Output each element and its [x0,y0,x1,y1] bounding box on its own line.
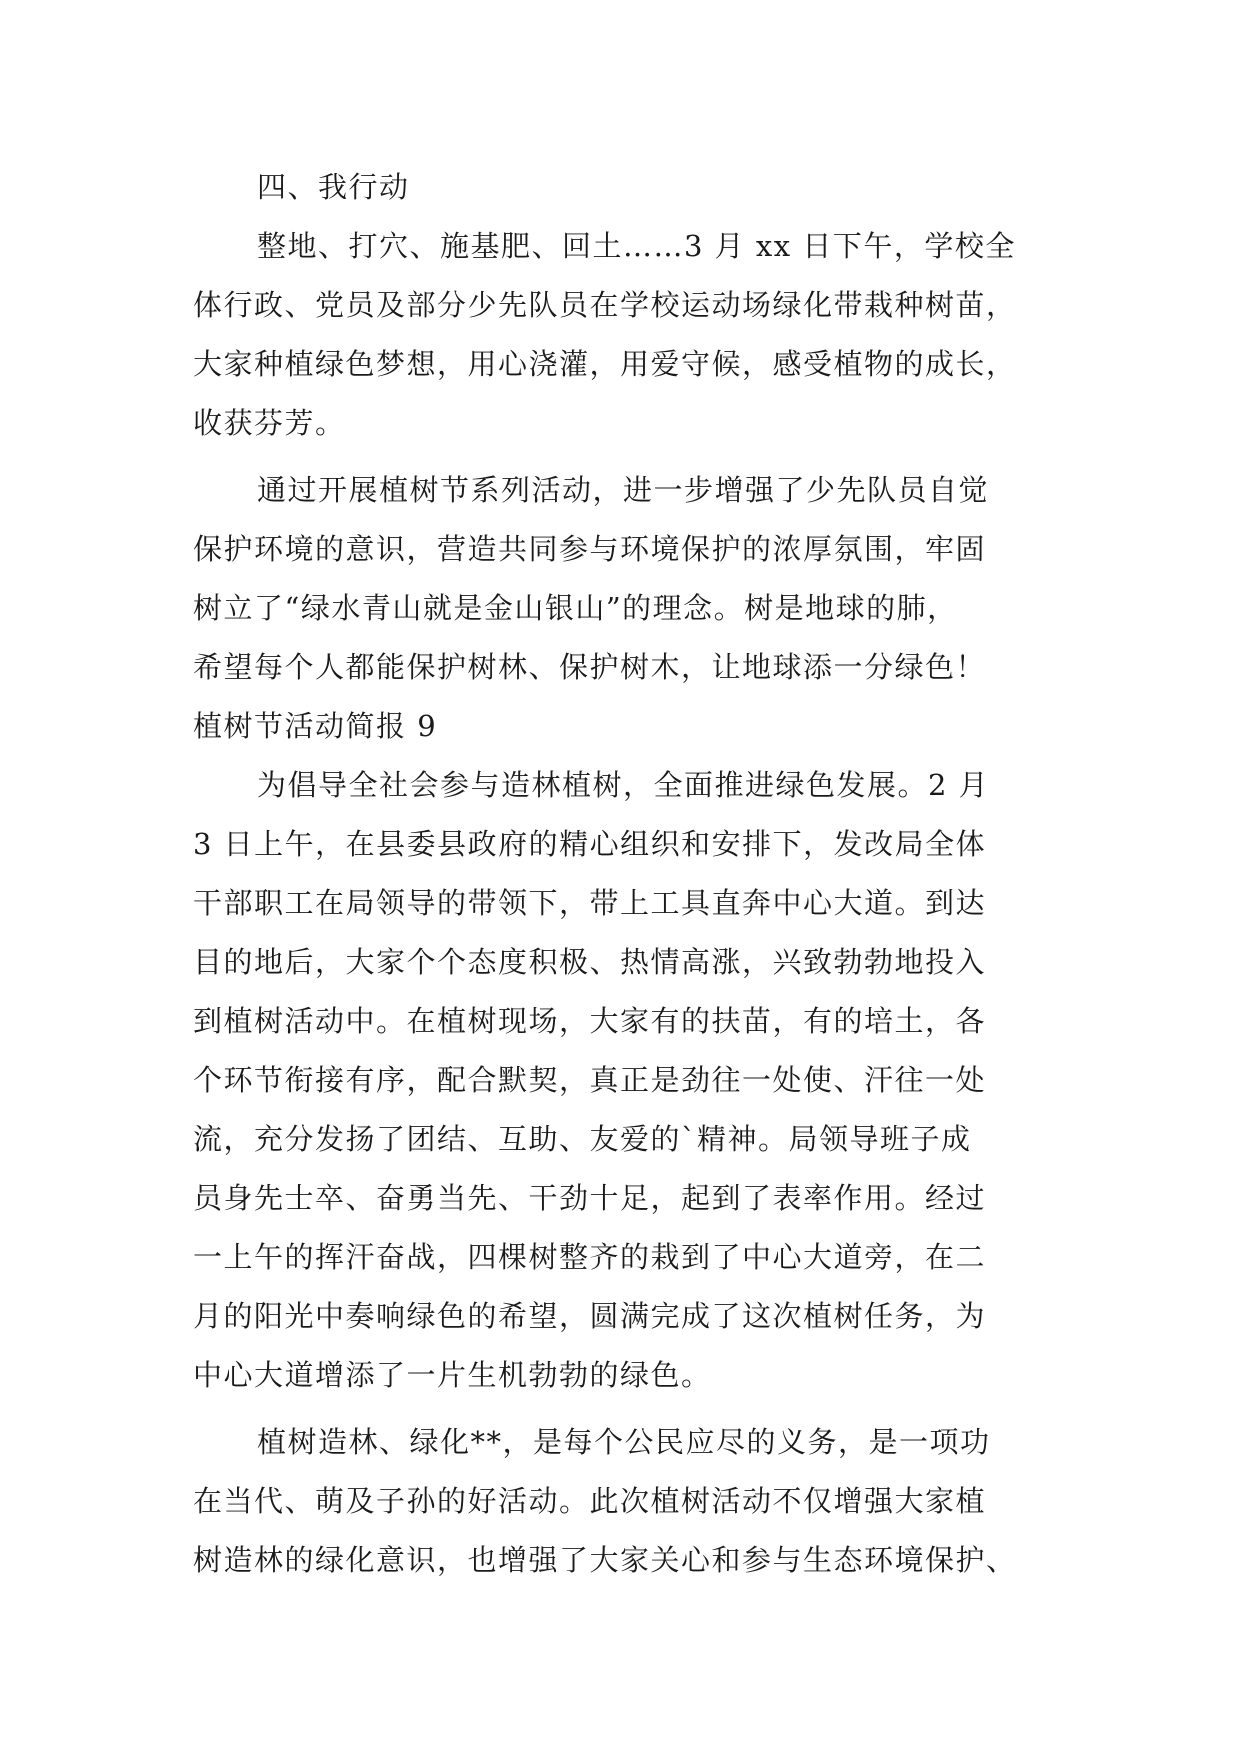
paragraph-line: 一上午的挥汗奋战，四棵树整齐的栽到了中心大道旁，在二 [193,1240,987,1274]
document-body [193,158,1073,1590]
paragraph-line: 中心大道增添了一片生机勃勃的绿色。 [193,1358,712,1392]
paragraph-line: 希望每个人都能保护树林、保护树木，让地球添一分绿色！ [193,650,987,684]
paragraph-line: 到植树活动中。在植树现场，大家有的扶苗，有的培土，各 [193,1004,987,1038]
paragraph-line: 整地、打穴、施基肥、回土……3 月 xx 日下午，学校全 [257,229,1016,263]
report-title: 植树节活动简报 9 [193,709,438,743]
paragraph-line: 个环节衔接有序，配合默契，真正是劲往一处使、汗往一处 [193,1063,987,1097]
paragraph-line: 干部职工在局领导的带领下，带上工具直奔中心大道。到达 [193,886,987,920]
paragraph-line: 为倡导全社会参与造林植树，全面推进绿色发展。2 月 [257,768,990,802]
paragraph-line: 员身先士卒、奋勇当先、干劲十足，起到了表率作用。经过 [193,1181,987,1215]
paragraph-line: 在当代、萌及子孙的好活动。此次植树活动不仅增强大家植 [193,1484,987,1518]
paragraph-line: 大家种植绿色梦想，用心浇灌，用爱守候，感受植物的成长， [193,347,1017,381]
paragraph-line: 流，充分发扬了团结、互助、友爱的`精神。局领导班子成 [193,1122,972,1156]
paragraph-line: 树造林的绿化意识，也增强了大家关心和参与生态环境保护、 [193,1543,1017,1577]
paragraph-summary [193,461,1073,697]
paragraph-line: 月的阳光中奏响绿色的希望，圆满完成了这次植树任务，为 [193,1299,987,1333]
paragraph-line: 通过开展植树节系列活动，进一步增强了少先队员自觉 [257,473,990,507]
paragraph-line: 植树造林、绿化**，是每个公民应尽的义务，是一项功 [257,1425,991,1459]
paragraph-event-report [193,756,1073,1405]
paragraph-line: 体行政、党员及部分少先队员在学校运动场绿化带栽种树苗， [193,288,1017,322]
paragraph-line: 树立了“绿水青山就是金山银山”的理念。树是地球的肺， [193,591,958,625]
section-heading: 四、我行动 [257,170,410,204]
paragraph-planting-action [193,217,1073,453]
paragraph-line: 保护环境的意识，营造共同参与环境保护的浓厚氛围，牢固 [193,532,987,566]
paragraph-line: 目的地后，大家个个态度积极、热情高涨，兴致勃勃地投入 [193,945,987,979]
paragraph-line: 收获芬芳。 [193,406,346,440]
paragraph-line: 3 日上午，在县委县政府的精心组织和安排下，发改局全体 [193,827,987,861]
paragraph-conclusion [193,1413,1073,1590]
